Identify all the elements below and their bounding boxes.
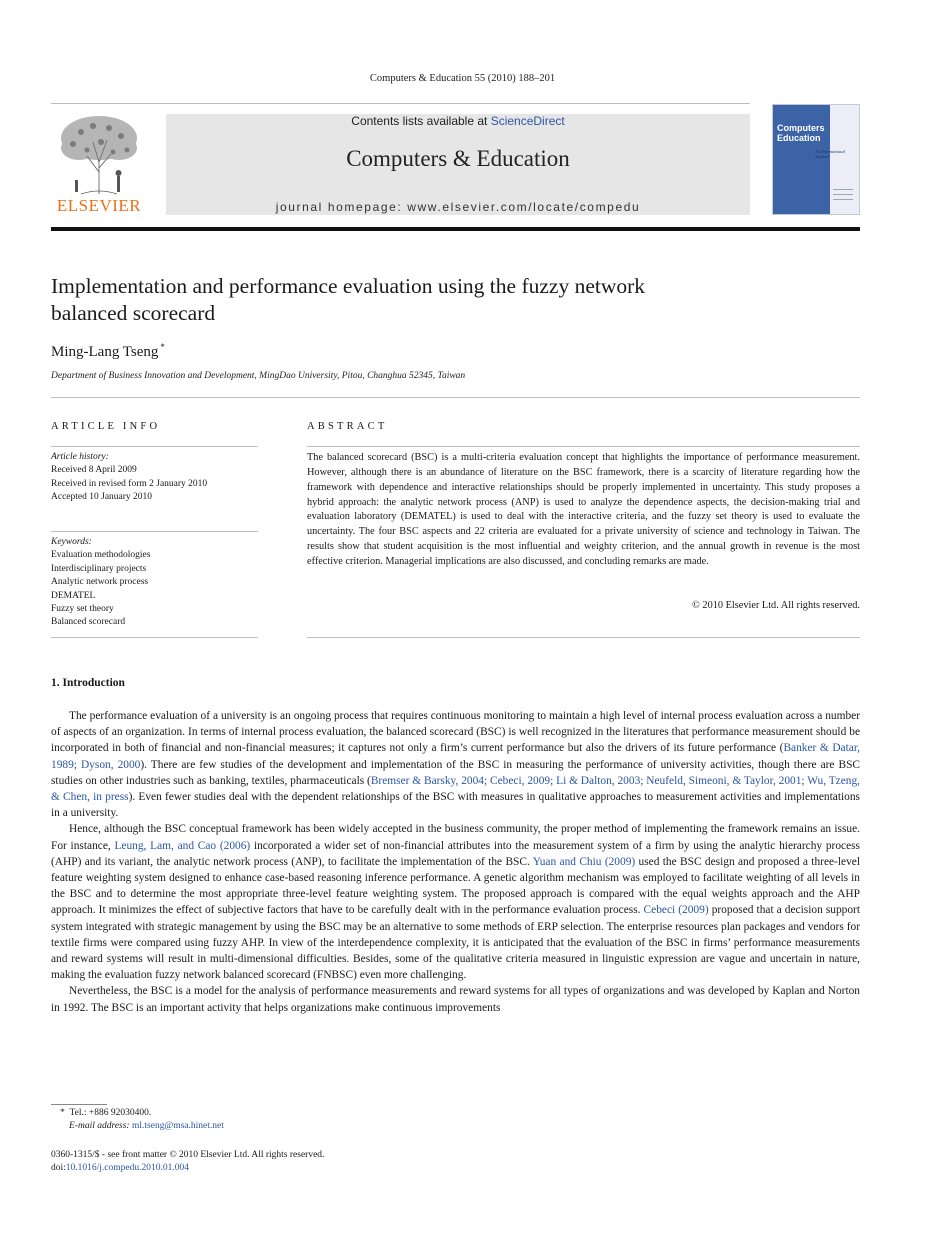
text-run: ). Even fewer studies deal with the dependent relationships of the BSC with measures in qualitative approaches to measurement activities and implementations in a university. <box>51 791 860 820</box>
footnote-mark: * <box>60 1108 65 1118</box>
journal-cover-thumbnail[interactable] <box>772 104 860 215</box>
contents-prefix: Contents lists available at <box>351 114 491 128</box>
paragraph <box>51 821 860 983</box>
doi-label: doi: <box>51 1163 66 1173</box>
article-history <box>51 451 258 505</box>
keyword-item: Evaluation methodologies <box>51 550 151 561</box>
footnote-tel <box>60 1108 151 1118</box>
abstract-text: The balanced scorecard (BSC) is a multi-criteria evaluation concept that highlights the importance of performance measurement. However, although there is an abundance of literature on the BSC framework, there is a scarcity of literature regarding how the framework with dependence and interactive relationships should be properly implemented in uncertainty. This study proposes a hybrid approach: the analytic network process (ANP) is used to analyze the dependence aspects, the decision-making trial and evaluation laboratory (DEMATEL) is used to deal with the interactive criteria, and the fuzzy set theory is used to evaluate the uncertainty. The four BSC aspects and 22 criteria are evaluated for a private university of science and technology in Taiwan. The results show that student acquisition is the most influential and weighty criterion, and the annual growth in revenue is the most effective criterion. Managerial implications are also discussed, and concluding remarks are made. <box>307 452 860 567</box>
journal-masthead <box>166 114 750 215</box>
elsevier-logo[interactable] <box>51 112 147 216</box>
elsevier-tree-icon <box>51 112 147 196</box>
cover-band <box>773 105 830 214</box>
front-matter-line: 0360-1315/$ - see front matter © 2010 Elsevier Ltd. All rights reserved. <box>51 1150 325 1160</box>
author-name[interactable] <box>51 342 165 361</box>
section-heading-introduction: 1. Introduction <box>51 677 125 689</box>
journal-title: Computers & Education <box>346 146 570 171</box>
elsevier-wordmark: ELSEVIER <box>56 196 142 215</box>
running-head: Computers & Education 55 (2010) 188–201 <box>369 73 556 84</box>
masthead-rule <box>51 227 860 231</box>
text-run: used the BSC design and proposed a three-level feature weighting system designed to enhance case-based reasoning inference performance. A genetic algorithm mechanism was employed to facilitate weighting of all levels in the BSC and to determine the most appropriate three-level feature weighting system. The proposed approach is compared with the equal weights approach and the AHP approach. It minimizes the effect of subjective factors that have to be carefully dealt with in the performance evaluation process. <box>51 855 860 917</box>
footnote-rule <box>51 1104 107 1105</box>
citation-link[interactable]: Bremser & Barsky, 2004; Cebeci, 2009; Li & Dalton, 2003; Neufeld, Simeoni, & Taylor, 2001; Wu, Tzeng, & Chen, in press <box>51 774 861 804</box>
keyword-item: DEMATEL <box>51 590 96 601</box>
history-item: Received 8 April 2009 <box>51 465 137 476</box>
citation-link[interactable]: Yuan and Chiu (2009) <box>532 855 636 868</box>
email-label: E-mail address: <box>69 1121 130 1131</box>
abstract-rule <box>307 446 860 447</box>
author-affiliation: Department of Business Innovation and Development, MingDao University, Pitou, Changhua 52345, Taiwan <box>51 371 466 381</box>
article-info-heading: ARTICLE INFO <box>51 421 161 432</box>
title-divider <box>51 397 860 398</box>
article-title-line2: balanced scorecard <box>51 301 216 325</box>
history-item: Received in revised form 2 January 2010 <box>51 478 208 489</box>
text-run: incorporated a wider set of non-financial attributes into the measurement system of a firm by using the analytic hierarchy process (AHP) and its variant, the analytic network process (ANP), to facilitate the implementation of the BSC. <box>51 839 860 868</box>
abstract-copyright: © 2010 Elsevier Ltd. All rights reserved. <box>692 600 860 611</box>
article-info-rule <box>51 446 258 447</box>
text-run: Hence, although the BSC conceptual framework has been widely accepted in the business community, the proper method of implementing the framework remains an issue. For instance, <box>51 823 860 852</box>
corresponding-author-mark[interactable]: * <box>160 342 165 352</box>
article-info-end-rule <box>51 637 258 638</box>
article-title-line1: Implementation and performance evaluation using the fuzzy network <box>51 274 646 298</box>
footnote-email <box>69 1121 224 1131</box>
paragraph: Nevertheless, the BSC is a model for the analysis of performance measurements and reward systems for all types of organizations and was developed by Kaplan and Norton in 1992. The BSC is an important activity that helps organizations make continuous improvements <box>51 985 860 1014</box>
citation-link[interactable]: Banker & Datar, 1989; Dyson, 2000 <box>51 742 861 771</box>
citation-link[interactable]: Cebeci (2009) <box>643 904 709 917</box>
paragraph <box>51 708 860 821</box>
text-run: The performance evaluation of a university is an ongoing process that requires continuous monitoring to maintain a high level of internal process evaluation across a number of aspects of an organization. In terms of internal process evaluation, the balanced scorecard (BSC) is well recognized in the literatures that performance measurement should be incorporated in both of financial and non-financial measures; it captures not only a firm’s current performance but also the drivers of its future performance ( <box>51 710 860 755</box>
history-item: Accepted 10 January 2010 <box>51 492 153 503</box>
doi-line <box>51 1163 189 1173</box>
text-run: proposed that a decision support system integrated with strategic management by using the BSC may be an alternative to some methods of ERP selection. The enterprise resources plan packages and vendors for textile firms were compared using fuzzy AHP. In view of the interdependence complexity, it is anticipated that the evaluation of the BSC in firms’ performance measurements and reward systems will result in multi-dimensional difficulties. Besides, some of the qualitative criteria measured in linguistic expression are vague and uncertain in nature, making the evaluation fuzzy network balanced scorecard (FNBSC) even more challenging. <box>51 904 861 982</box>
cover-title <box>777 123 825 143</box>
abstract-end-rule <box>307 637 860 638</box>
contents-line <box>166 114 750 128</box>
cover-subtitle: An International Journal <box>815 149 845 159</box>
cover-title-line1: Computers <box>777 123 825 133</box>
email-link[interactable]: ml.tseng@msa.hinet.net <box>131 1121 224 1131</box>
keyword-item: Analytic network process <box>51 577 149 588</box>
keyword-item: Balanced scorecard <box>51 617 126 628</box>
introduction-body <box>51 708 860 1016</box>
abstract-heading: ABSTRACT <box>307 421 388 432</box>
journal-homepage-link[interactable]: journal homepage: www.elsevier.com/locate/compedu <box>275 200 641 214</box>
sciencedirect-link[interactable]: ScienceDirect <box>490 114 565 128</box>
keyword-item: Interdisciplinary projects <box>51 563 147 574</box>
keywords-rule <box>51 531 258 532</box>
article-title <box>51 273 811 327</box>
keywords-label: Keywords: <box>51 537 92 547</box>
article-history-label: Article history: <box>51 452 109 462</box>
doi-link[interactable]: 10.1016/j.compedu.2010.01.004 <box>65 1163 190 1173</box>
keyword-item: Fuzzy set theory <box>51 604 114 615</box>
cover-decoration <box>833 189 853 204</box>
cover-title-line2: Education <box>777 133 821 143</box>
text-run: ). There are few studies of the development and implementation of the BSC in measuring the performance of university activities, though there are BSC studies on other industries such as banking, textiles, pharmaceuticals ( <box>51 758 861 787</box>
footnote-tel-text: Tel.: +886 92030400. <box>69 1108 152 1118</box>
header-rule <box>51 103 750 104</box>
author-name-text: Ming-Lang Tseng <box>51 344 159 360</box>
keywords <box>51 536 258 630</box>
citation-link[interactable]: Leung, Lam, and Cao (2006) <box>114 839 251 852</box>
